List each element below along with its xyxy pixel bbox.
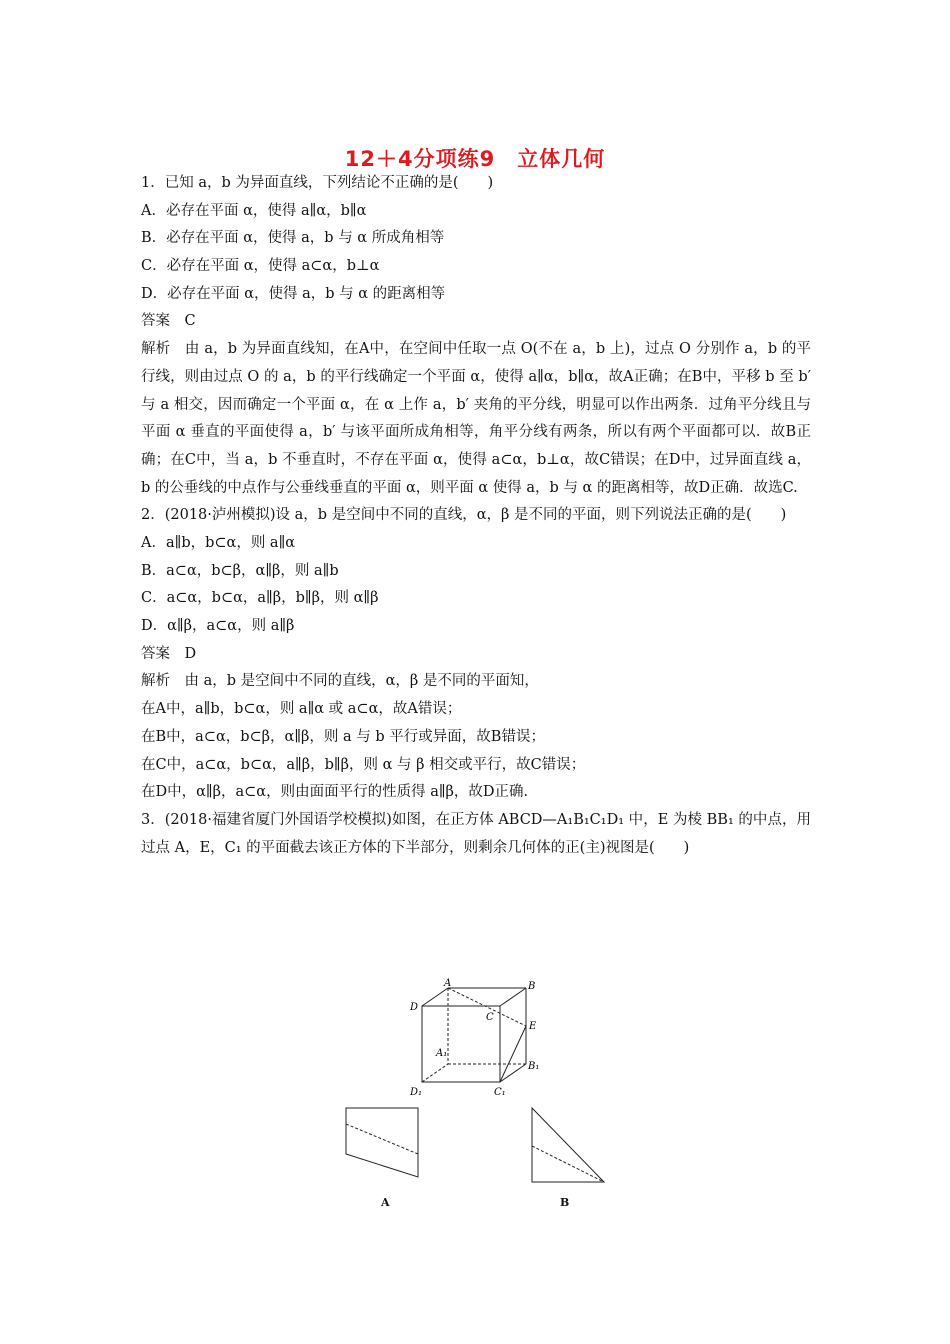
cube-label-d: D [410,1002,419,1013]
q2-option-b: B．a⊂α，b⊂β，α∥β，则 a∥b [141,562,339,579]
question-3-stem: 3．(2018·福建省厦门外国语学校模拟)如图，在正方体 ABCD—A₁B₁C₁D₁ 中，E 为棱 BB₁ 的中点，用过点 A，E，C₁ 的平面截去该正方体的下半部分，则剩余几何体的正(主)视图是( ) [141,811,811,856]
q2-option-d: D．α∥β，a⊂α，则 a∥β [141,618,295,635]
content-body [141,170,811,862]
cube-label-c1: C₁ [494,1087,506,1098]
q1-option-d: D．必存在平面 α，使得 a，b 与 α 的距离相等 [141,285,446,302]
q2-answer: 答案 D [141,645,197,662]
question-2-stem: 2．(2018·泸州模拟)设 a，b 是空间中不同的直线，α，β 是不同的平面，则下列说法正确的是( ) [141,507,787,524]
cube-label-b: B [528,981,536,992]
option-b-label: B [560,1196,570,1209]
question-1-stem: 1．已知 a，b 为异面直线，下列结论不正确的是( ) [141,175,494,191]
cube-label-a: A [444,978,452,989]
q1-option-c: C．必存在平面 α，使得 a⊂α，b⊥α [141,258,380,275]
q2-option-a: A．a∥b，b⊂α，则 a∥α [141,535,296,552]
cube-label-d1: D₁ [410,1087,423,1098]
q1-option-a: A．必存在平面 α，使得 a∥α，b∥α [141,202,367,219]
q1-analysis: 解析 由 a，b 为异面直线知，在A中，在空间中任取一点 O(不在 a，b 上)，过点 O 分别作 a，b 的平行线，则由过点 O 的 a，b 的平行线确定一个平面 α，使得 a∥α，b∥α，故A正确；在B中，平移 b 至 b′ 与 a 相交，因而确定一个平面 α，在 α 上作 a，b′ 夹角的平分线，明显可以作出两条．过角平分线且与平面 α 垂直的平面使得 a，b′ 与该平面所成角相等，角平分线有两条，所以有两个平面都可以．故B正确；在C中，当 a，b 不垂直时，不存在平面 α，使得 a⊂α，b⊥α，故C错误；在D中，过异面直线 a，b 的公垂线的中点作与公垂线垂直的平面 α，则平面 α 使得 a，b 与 α 的距离相等，故D正确．故选C. [141,341,811,496]
q2-analysis-line: 在C中，a⊂α，b⊂α，a∥β，b∥β，则 α 与 β 相交或平行，故C错误； [141,756,586,773]
q1-answer: 答案 C [141,313,196,330]
option-a-figure [338,1102,428,1182]
cube-label-c: C [486,1012,494,1023]
q2-option-c: C．a⊂α，b⊂α，a∥β，b∥β，则 α∥β [141,590,379,607]
option-a-label: A [381,1196,390,1209]
q2-analysis-line: 在D中，α∥β，a⊂α，则由面面平行的性质得 a∥β，故D正确. [141,784,529,801]
cube-label-e: E [529,1021,537,1032]
option-b-figure [524,1102,614,1187]
cube-label-b1: B₁ [528,1061,540,1072]
q2-analysis-line: 解析 由 a，b 是空间中不同的直线，α，β 是不同的平面知， [141,673,539,690]
cube-figure [400,976,560,1101]
cube-label-a1: A₁ [436,1048,448,1059]
q1-option-b: B．必存在平面 α，使得 a，b 与 α 所成角相等 [141,230,445,247]
q2-analysis-line: 在B中，a⊂α，b⊂β，α∥β，则 a 与 b 平行或异面，故B错误； [141,728,545,745]
q2-analysis-line: 在A中，a∥b，b⊂α，则 a∥α 或 a⊂α，故A错误； [141,701,462,718]
page-title: 12＋4分项练9 立体几何 [344,147,606,171]
